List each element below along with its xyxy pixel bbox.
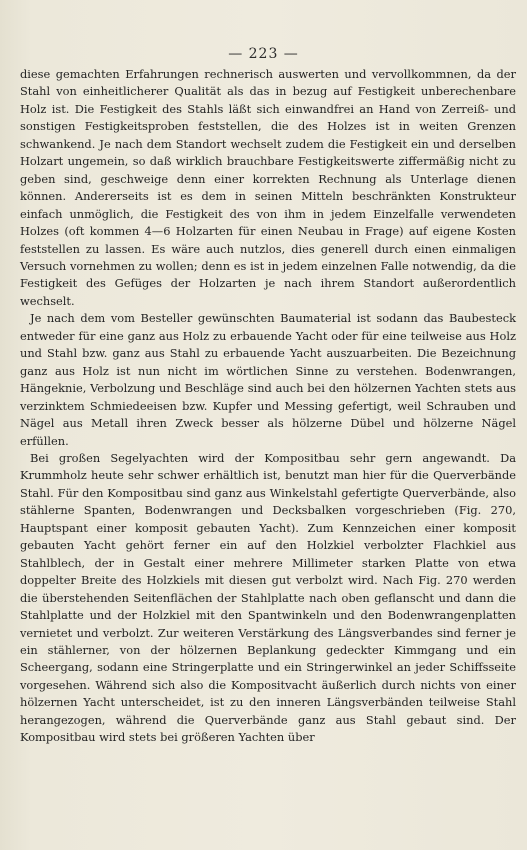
paragraph-2: Je nach dem vom Besteller gewünschten Baumaterial ist sodann das Baubesteck entweder für eine ganz aus Holz zu erbauende Yacht oder für eine teilweise aus Holz und Stahl bzw. ganz aus Stahl zu erbauende Yacht auszuarbeiten. Die Bezeichnung ganz aus Holz ist nun nicht im wörtlichen Sinne zu verstehen. Bodenwrangen, Hängeknie, Verbolzung und Beschläge sind auch bei den hölzernen Yachten stets aus verzinktem Schmiedeeisen bzw. Kupfer und Messing gefertigt, weil Schrauben und Nägel aus Metall ihren Zweck besser als hölzerne Dübel und hölzerne Nägel erfüllen. bbox=[20, 311, 516, 448]
body-text bbox=[20, 66, 516, 747]
paragraph-3: Bei großen Segelyachten wird der Kompositbau sehr gern angewandt. Da Krummholz heute sehr schwer erhältlich ist, benutzt man hier für die Querverbände Stahl. Für den Kompositbau sind ganz aus Winkelstahl gefertigte Querverbände, also stählerne Spanten, Bodenwrangen und Decksbalken vorgeschrieben (Fig. 270, Hauptspant einer komposit gebauten Yacht). Zum Kennzeichen einer komposit gebauten Yacht gehört ferner ein auf den Holzkiel verbolzter Flachkiel aus Stahlblech, der in Gestalt einer mehrere Millimeter starken Platte von etwa doppelter Breite des Holzkiels mit diesen gut verbolzt wird. Nach Fig. 270 werden die überstehenden Seitenflächen der Stahlplatte nach oben geflanscht und dann die Stahlplatte und der Holzkiel mit den Spantwinkeln und den Bodenwrangenplatten vernietet und verbolzt. Zur weiteren Verstärkung des Längsverbandes sind ferner je ein stählerner, von der hölzernen Beplankung gedeckter Kimmgang und ein Scheergang, sodann eine Stringerplatte und ein Stringerwinkel an jeder Schiffsseite vorgesehen. Während sich also die Kompositvacht äußerlich durch nichts von einer hölzernen Yacht unterscheidet, ist zu den inneren Längsverbänden teilweise Stahl herangezogen, während die Querverbände ganz aus Stahl gebaut sind. Der Kompositbau wird stets bei größeren Yachten über bbox=[20, 450, 516, 745]
paragraph-1: diese gemachten Erfahrungen rechnerisch auswerten und vervollkommnen, da der Stahl von einheitlicherer Qualität als das in bezug auf Festigkeit unberechenbare Holz ist. Die Festigkeit des Stahls läßt sich einwandfrei an Hand von Zerreiß- und sonstigen Festigkeitsproben feststellen, die des Holzes ist in weiten Grenzen schwankend. Je nach dem Standort wechselt zudem die Festigkeit ein und derselben Holzart ungemein, so daß wirklich brauchbare Festigkeitswerte ziffermäßig nicht zu geben sind, geschweige denn einer korrekten Rechnung als Unterlage dienen können. Andererseits ist es dem in seinen Mitteln beschränkten Konstrukteur einfach unmöglich, die Festigkeit des von ihm in jedem Einzelfalle verwendeten Holzes (oft kommen 4—6 Holzarten für einen Neubau in Frage) auf eigene Kosten feststellen zu lassen. Es wäre auch nutzlos, dies generell durch einen einmaligen Versuch vornehmen zu wollen; denn es ist in jedem einzelnen Falle notwendig, da die Festigkeit des Gefüges der Holzarten je nach ihrem Standort außerordentlich wechselt. bbox=[20, 67, 516, 308]
page-number: — 223 — bbox=[228, 46, 299, 62]
